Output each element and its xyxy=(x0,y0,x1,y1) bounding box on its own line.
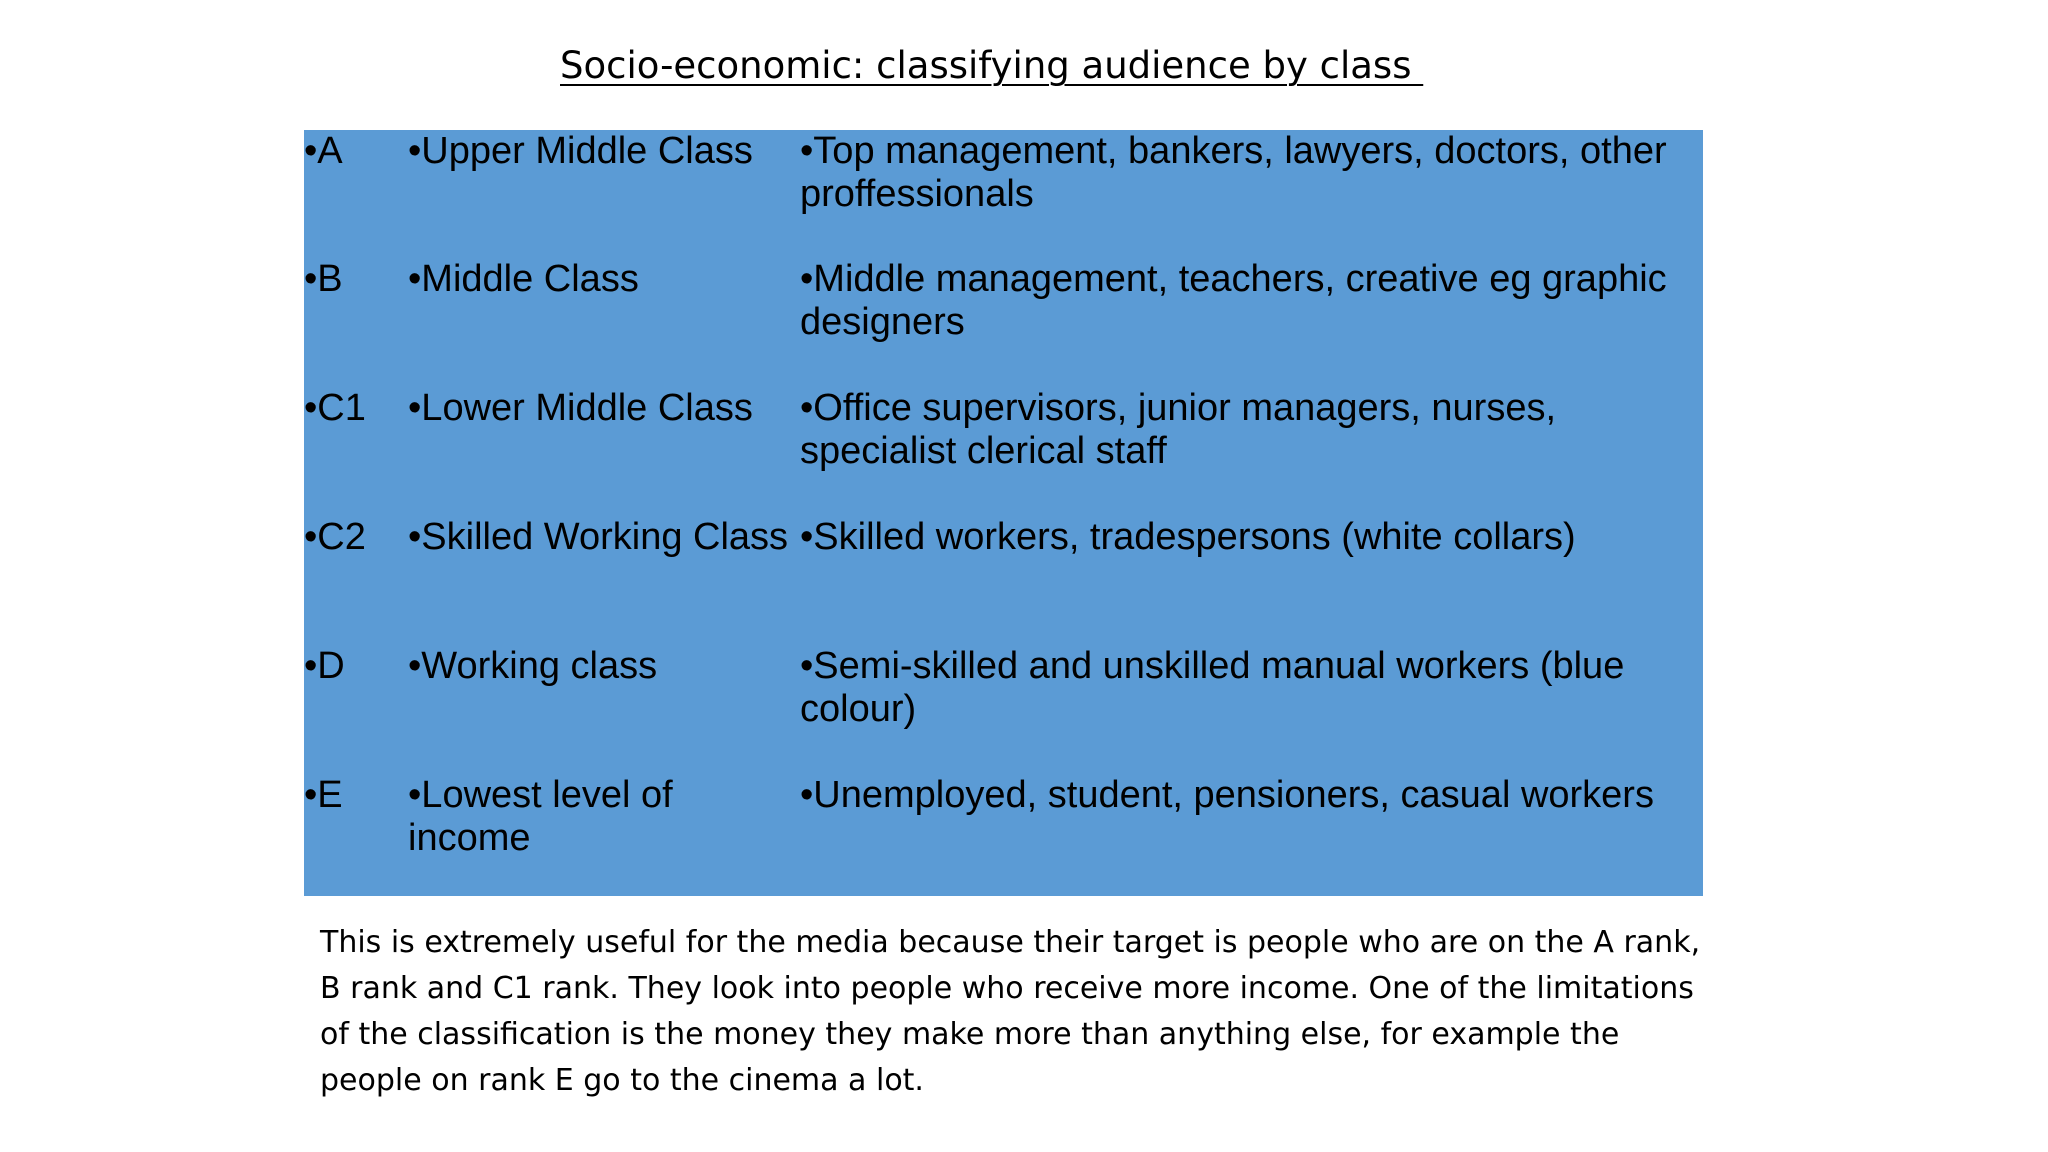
grade-cell: •C1 xyxy=(304,387,366,429)
class-cell: •Upper Middle Class xyxy=(408,130,753,172)
grade-cell: •C2 xyxy=(304,516,366,558)
grade-cell: •A xyxy=(304,130,343,172)
description-cell: •Unemployed, student, pensioners, casual workers xyxy=(800,774,1654,816)
description-cell: •Middle management, teachers, creative eg graphic designers xyxy=(800,258,1667,343)
class-cell: •Working class xyxy=(408,645,658,687)
summary-paragraph: This is extremely useful for the media because their target is people who are on the A rank, B rank and C1 rank. They look into people who receive more income. One of the limitations of the classification is the money they make more than anything else, for example the people on rank E go to the cinema a lot. xyxy=(320,925,1701,1098)
class-table xyxy=(304,130,1703,896)
class-cell: •Lower Middle Class xyxy=(408,387,753,429)
grade-cell: •B xyxy=(304,258,343,300)
description-cell: •Skilled workers, tradespersons (white collars) xyxy=(800,516,1576,558)
class-cell: •Lowest level of income xyxy=(408,774,673,859)
description-cell: •Semi-skilled and unskilled manual workers (blue colour) xyxy=(800,645,1625,730)
slide-title: Socio-economic: classifying audience by class xyxy=(560,44,1424,87)
grade-cell: •D xyxy=(304,645,345,687)
grade-cell: •E xyxy=(304,774,343,816)
description-cell: •Office supervisors, junior managers, nurses, specialist clerical staff xyxy=(800,387,1557,472)
class-cell: •Middle Class xyxy=(408,258,639,300)
description-cell: •Top management, bankers, lawyers, doctors, other proffessionals xyxy=(800,130,1667,215)
class-cell: •Skilled Working Class xyxy=(408,516,789,558)
